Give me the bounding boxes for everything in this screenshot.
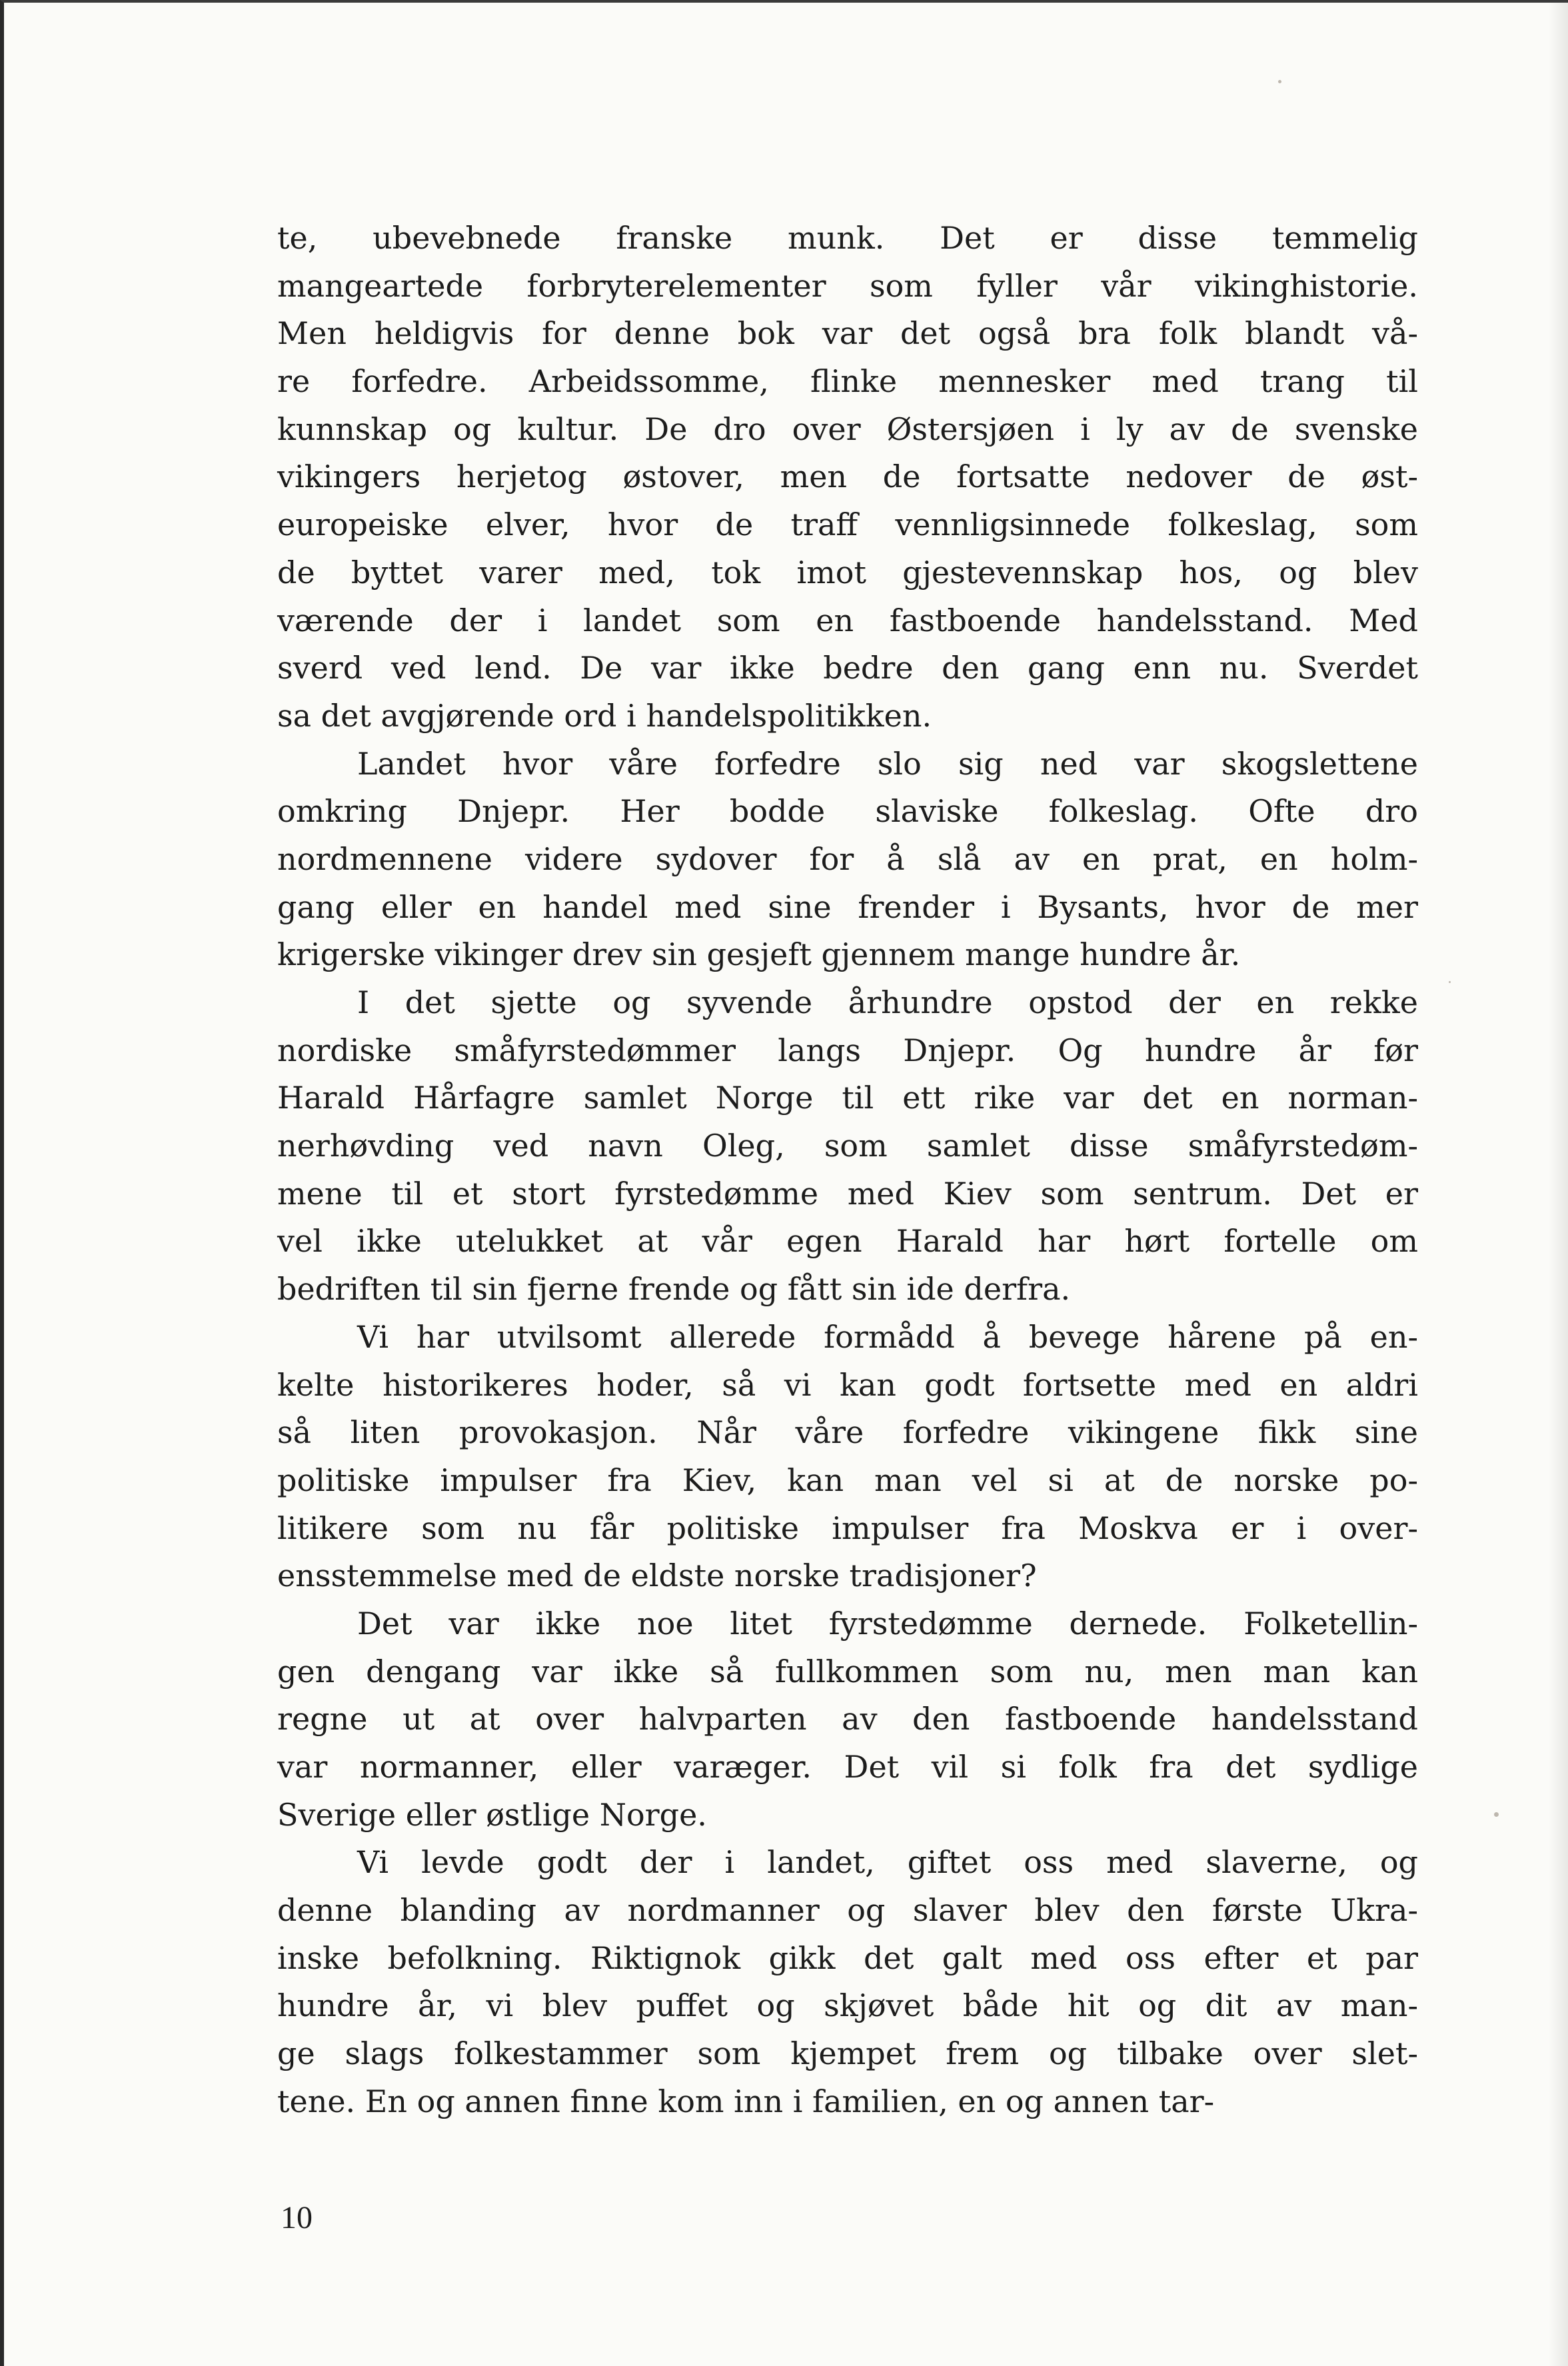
- text-line: inske befolkning. Riktignok gikk det galt med oss efter et par: [277, 1939, 1418, 1976]
- paper-speck: [1449, 981, 1451, 983]
- text-line: sa det avgjørende ord i handelspolitikken.: [277, 697, 932, 734]
- text-line: var normanner, eller varæger. Det vil si folk fra det sydlige: [277, 1749, 1418, 1785]
- text-line: Harald Hårfagre samlet Norge til ett rike var det en norman-: [277, 1080, 1418, 1116]
- text-line: kunnskap og kultur. De dro over Østersjøen i ly av de svenske: [277, 411, 1418, 447]
- text-line: te, ubevebnede franske munk. Det er disse temmelig: [277, 220, 1418, 256]
- paragraph: [277, 1314, 1418, 1600]
- text-line: krigerske vikinger drev sin gesjeft gjennem mange hundre år.: [277, 936, 1241, 973]
- body-text: [277, 215, 1418, 2126]
- text-line: mangeartede forbryterelementer som fyller vår vikinghistorie.: [277, 267, 1418, 304]
- text-line: ensstemmelse med de eldste norske tradisjoner?: [277, 1558, 1037, 1594]
- text-line: europeiske elver, hvor de traff vennligsinnede folkeslag, som: [277, 507, 1418, 543]
- paragraph: [277, 1600, 1418, 1839]
- paper-speck: [1278, 80, 1281, 83]
- paragraph: [277, 215, 1418, 740]
- text-line: Vi levde godt der i landet, giftet oss med slaverne, og: [357, 1844, 1418, 1881]
- text-line: vel ikke utelukket at vår egen Harald har hørt fortelle om: [277, 1223, 1418, 1260]
- text-line: I det sjette og syvende århundre opstod der en rekke: [357, 984, 1418, 1020]
- text-line: Sverige eller østlige Norge.: [277, 1796, 707, 1833]
- text-line: omkring Dnjepr. Her bodde slaviske folkeslag. Ofte dro: [277, 793, 1418, 830]
- text-line: gang eller en handel med sine frender i Bysants, hvor de mer: [277, 888, 1418, 925]
- text-line: vikingers herjetog østover, men de fortsatte nedover de øst-: [277, 459, 1418, 495]
- text-line: Det var ikke noe litet fyrstedømme dernede. Folketellin-: [357, 1605, 1418, 1642]
- text-line: Vi har utvilsomt allerede formådd å bevege hårene på en-: [357, 1318, 1418, 1355]
- text-line: mene til et stort fyrstedømme med Kiev som sentrum. Det er: [277, 1175, 1418, 1212]
- text-line: nordmennene videre sydover for å slå av en prat, en holm-: [277, 840, 1418, 877]
- text-line: politiske impulser fra Kiev, kan man vel si at de norske po-: [277, 1462, 1418, 1498]
- text-line: nerhøvding ved navn Oleg, som samlet disse småfyrstedøm-: [277, 1128, 1418, 1164]
- text-line: bedriften til sin fjerne frende og fått sin ide derfra.: [277, 1271, 1071, 1308]
- text-line: kelte historikeres hoder, så vi kan godt fortsette med en aldri: [277, 1366, 1418, 1403]
- text-line: Landet hvor våre forfedre slo sig ned var skogslettene: [357, 745, 1418, 782]
- text-line: denne blanding av nordmanner og slaver blev den første Ukra-: [277, 1892, 1418, 1929]
- text-line: re forfedre. Arbeidssomme, flinke mennesker med trang til: [277, 363, 1418, 400]
- text-line: Men heldigvis for denne bok var det også bra folk blandt vå-: [277, 315, 1418, 352]
- text-line: de byttet varer med, tok imot gjestevennskap hos, og blev: [277, 554, 1418, 591]
- text-line: litikere som nu får politiske impulser fra Moskva er i over-: [277, 1510, 1418, 1546]
- page-number: 10: [281, 2200, 313, 2235]
- text-line: hundre år, vi blev puffet og skjøvet både hit og dit av man-: [277, 1987, 1418, 2024]
- text-line: sverd ved lend. De var ikke bedre den gang enn nu. Sverdet: [277, 650, 1418, 686]
- paper-speck: [1494, 1812, 1499, 1817]
- text-line: tene. En og annen finne kom inn i familien, en og annen tar-: [277, 2083, 1215, 2119]
- paragraph: [277, 1839, 1418, 2125]
- text-line: regne ut at over halvparten av den fastboende handelsstand: [277, 1701, 1418, 1738]
- text-line: værende der i landet som en fastboende handelsstand. Med: [277, 602, 1418, 638]
- text-line: nordiske småfyrstedømmer langs Dnjepr. Og hundre år før: [277, 1032, 1418, 1068]
- text-line: ge slags folkestammer som kjempet frem og tilbake over slet-: [277, 2035, 1418, 2072]
- text-line: gen dengang var ikke så fullkommen som nu, men man kan: [277, 1653, 1418, 1690]
- paragraph: [277, 740, 1418, 979]
- text-line: så liten provokasjon. Når våre forfedre vikingene fikk sine: [277, 1414, 1418, 1451]
- paragraph: [277, 979, 1418, 1314]
